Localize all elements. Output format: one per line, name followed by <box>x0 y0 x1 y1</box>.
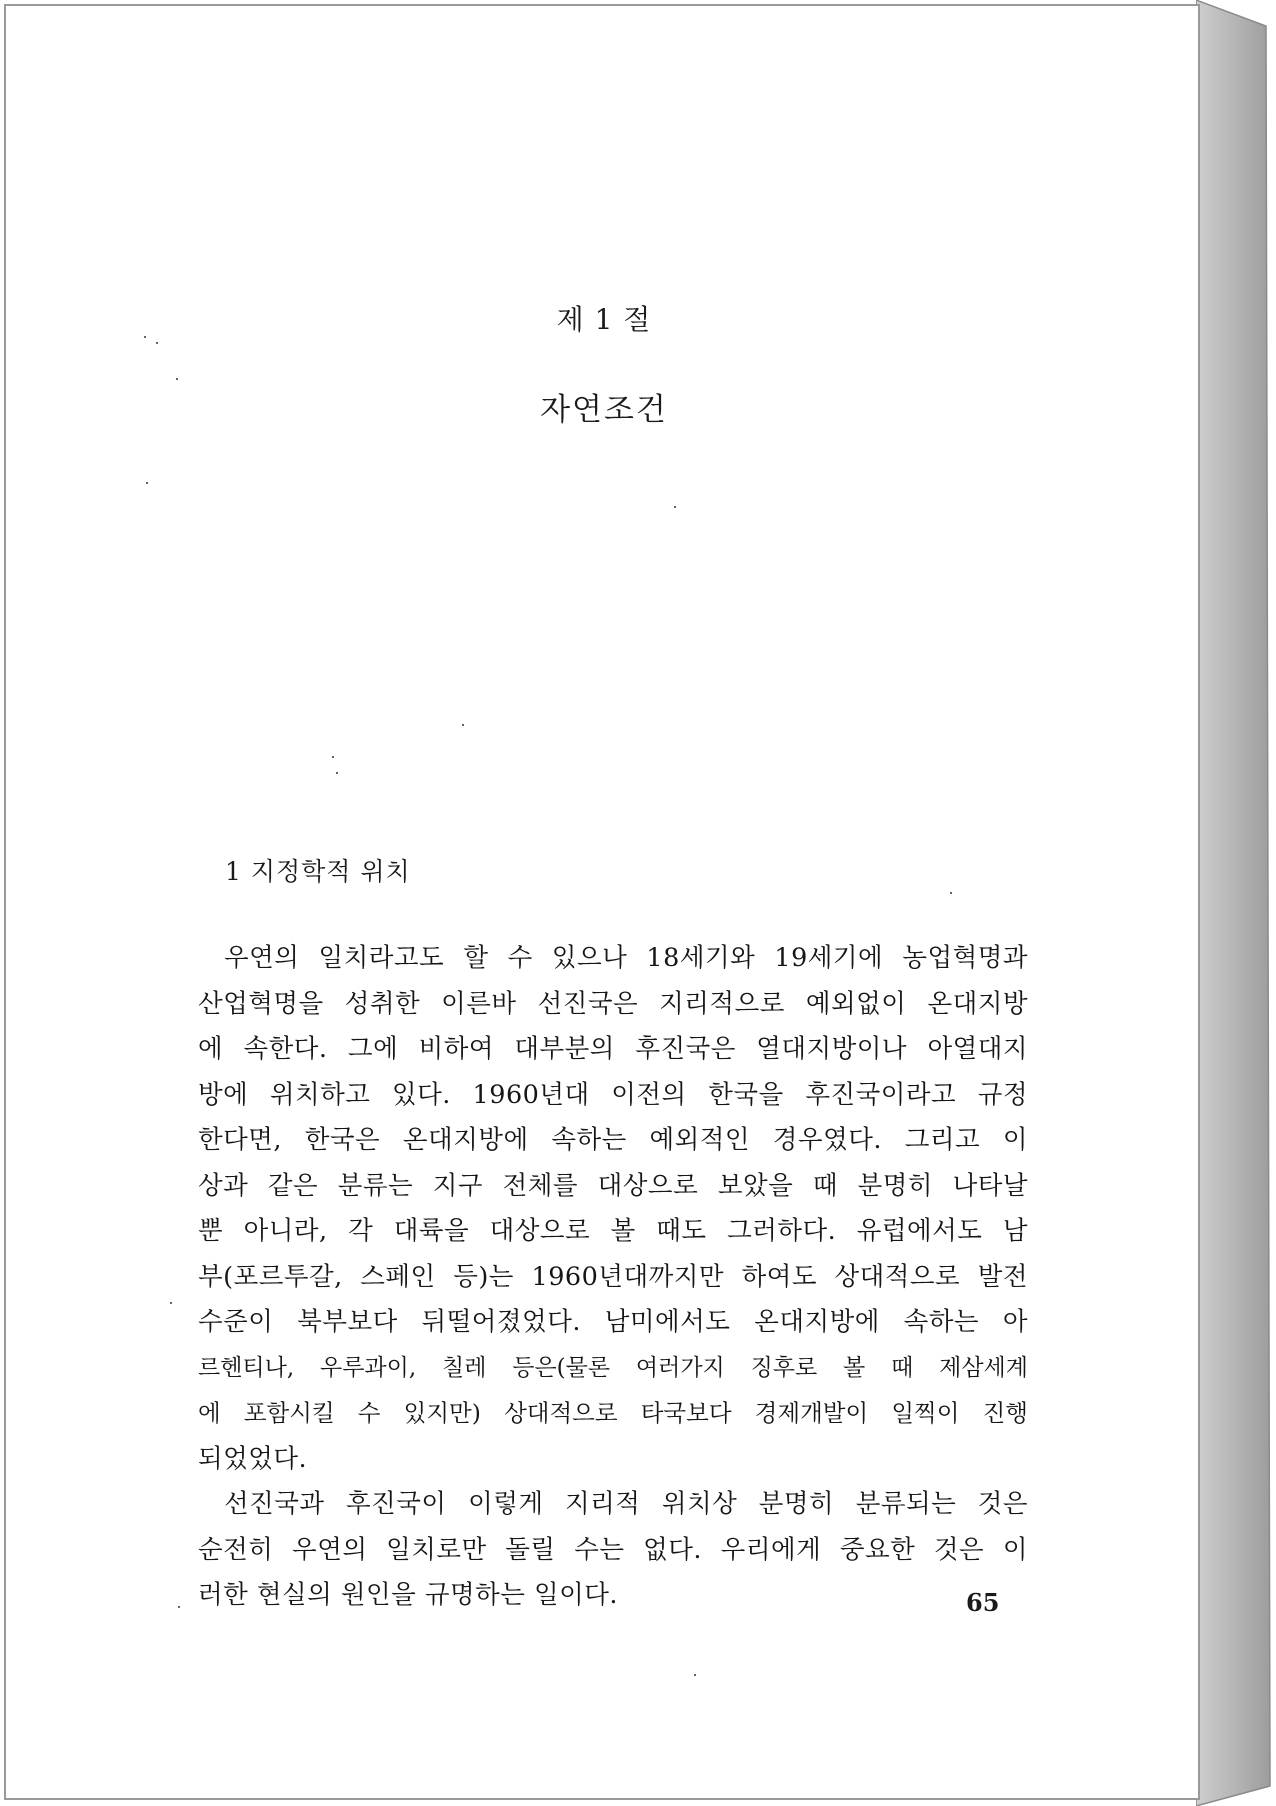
paragraph-2-line: 선진국과 후진국이 이렇게 지리적 위치상 분명히 분류되는 것은 <box>224 1489 1028 1519</box>
paragraph-1-line: 한다면, 한국은 온대지방에 속하는 예외적인 경우였다. 그리고 이 <box>198 1125 1028 1155</box>
scan-speck <box>178 1606 180 1608</box>
subsection-heading: 1 지정학적 위치 <box>225 857 411 886</box>
book-page-edge <box>1196 0 1276 1806</box>
paragraph-1-line: 수준이 북부보다 뒤떨어졌었다. 남미에서도 온대지방에 속하는 아 <box>198 1307 1028 1337</box>
paragraph-1-line: 에 속한다. 그에 비하여 대부분의 후진국은 열대지방이나 아열대지 <box>198 1034 1028 1064</box>
paragraph-1-line: 에 포함시킬 수 있지만) 상대적으로 타국보다 경제개발이 일찍이 진행 <box>198 1399 1028 1427</box>
paragraph-1-line: 되었었다. <box>198 1443 308 1474</box>
book-page <box>4 4 1200 1800</box>
paragraph-1-line: 산업혁명을 성취한 이른바 선진국은 지리적으로 예외없이 온대지방 <box>198 988 1028 1019</box>
paragraph-1-line: 뿐 아니라, 각 대륙을 대상으로 볼 때도 그러하다. 유럽에서도 남 <box>198 1216 1028 1246</box>
paragraph-2-line: 러한 현실의 원인을 규명하는 일이다. <box>198 1580 619 1610</box>
paragraph-1-line: 르헨티나, 우루과이, 칠레 등은(물론 여러가지 징후로 볼 때 제삼세계 <box>198 1354 1028 1381</box>
page-number: 65 <box>966 1588 1000 1617</box>
scan-speck <box>156 342 158 344</box>
scan-speck <box>144 336 146 338</box>
paragraph-1-line: 방에 위치하고 있다. 1960년대 이전의 한국을 후진국이라고 규정 <box>198 1079 1028 1110</box>
scan-speck <box>170 1302 172 1304</box>
scan-speck <box>176 378 178 380</box>
paragraph-2-line: 순전히 우연의 일치로만 돌릴 수는 없다. 우리에게 중요한 것은 이 <box>198 1534 1028 1565</box>
scan-speck <box>950 892 952 894</box>
scan-speck <box>674 506 676 508</box>
scan-speck <box>336 772 338 774</box>
section-title: 자연조건 <box>540 392 668 428</box>
paragraph-1-line: 우연의 일치라고도 할 수 있으나 18세기와 19세기에 농업혁명과 <box>224 943 1028 973</box>
paragraph-1-line: 부(포르투갈, 스페인 등)는 1960년대까지만 하여도 상대적으로 발전 <box>198 1261 1028 1292</box>
scan-speck <box>694 1674 696 1676</box>
section-number: 제 1 절 <box>556 303 652 336</box>
scan-speck <box>332 756 334 758</box>
scan-speck <box>462 724 464 726</box>
body-text <box>198 936 1028 1619</box>
paragraph-1-line: 상과 같은 분류는 지구 전체를 대상으로 보았을 때 분명히 나타날 <box>198 1170 1028 1201</box>
scan-speck <box>146 482 148 484</box>
